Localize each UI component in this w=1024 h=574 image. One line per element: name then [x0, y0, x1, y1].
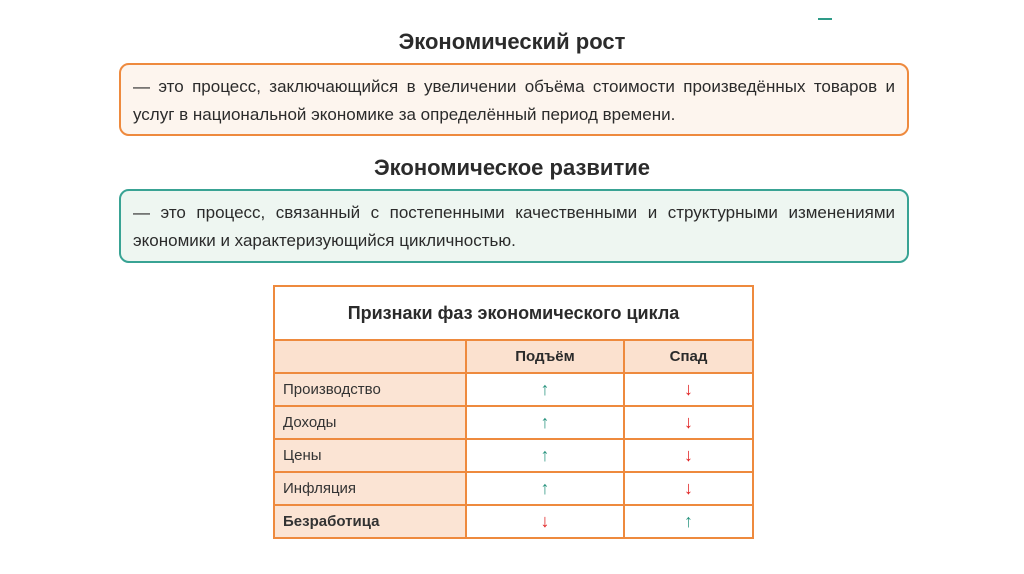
heading-economic-development: Экономическое развитие [374, 155, 650, 180]
fall-arrow-icon: ↓ [624, 472, 753, 505]
row-label: Производство [274, 373, 466, 406]
definition-box-development [119, 189, 909, 263]
row-label: Безработица [274, 505, 466, 538]
table-title: Признаки фаз экономического цикла [274, 286, 753, 340]
table-row [274, 406, 753, 439]
fall-arrow-icon: ↓ [624, 406, 753, 439]
row-label: Доходы [274, 406, 466, 439]
table-row [274, 439, 753, 472]
row-label: Цены [274, 439, 466, 472]
heading-economic-growth: Экономический рост [398, 29, 626, 54]
table-row [274, 373, 753, 406]
rise-arrow-icon: ↓ [466, 505, 624, 538]
rise-arrow-icon: ↑ [466, 439, 624, 472]
definition-text-growth: — это процесс, заключающийся в увеличении объёма стоимости произведённых товаров и услуг в национальной экономике за определённый период времени. [133, 77, 895, 124]
table-row [274, 505, 753, 538]
fall-arrow-icon: ↑ [624, 505, 753, 538]
rise-arrow-icon: ↑ [466, 373, 624, 406]
column-header-empty [274, 340, 466, 373]
table-header-row [274, 340, 753, 373]
rise-arrow-icon: ↑ [466, 406, 624, 439]
rise-arrow-icon: ↑ [466, 472, 624, 505]
definition-box-growth [119, 63, 909, 136]
fall-arrow-icon: ↓ [624, 439, 753, 472]
column-header-fall: Спад [624, 340, 753, 373]
column-header-rise: Подъём [466, 340, 624, 373]
phases-table [273, 285, 754, 539]
corner-dash [818, 18, 832, 20]
table-row [274, 472, 753, 505]
definition-text-development: — это процесс, связанный с постепенными качественными и структурными изменениями экономики и характеризующийся цикличностью. [133, 203, 895, 250]
fall-arrow-icon: ↓ [624, 373, 753, 406]
row-label: Инфляция [274, 472, 466, 505]
